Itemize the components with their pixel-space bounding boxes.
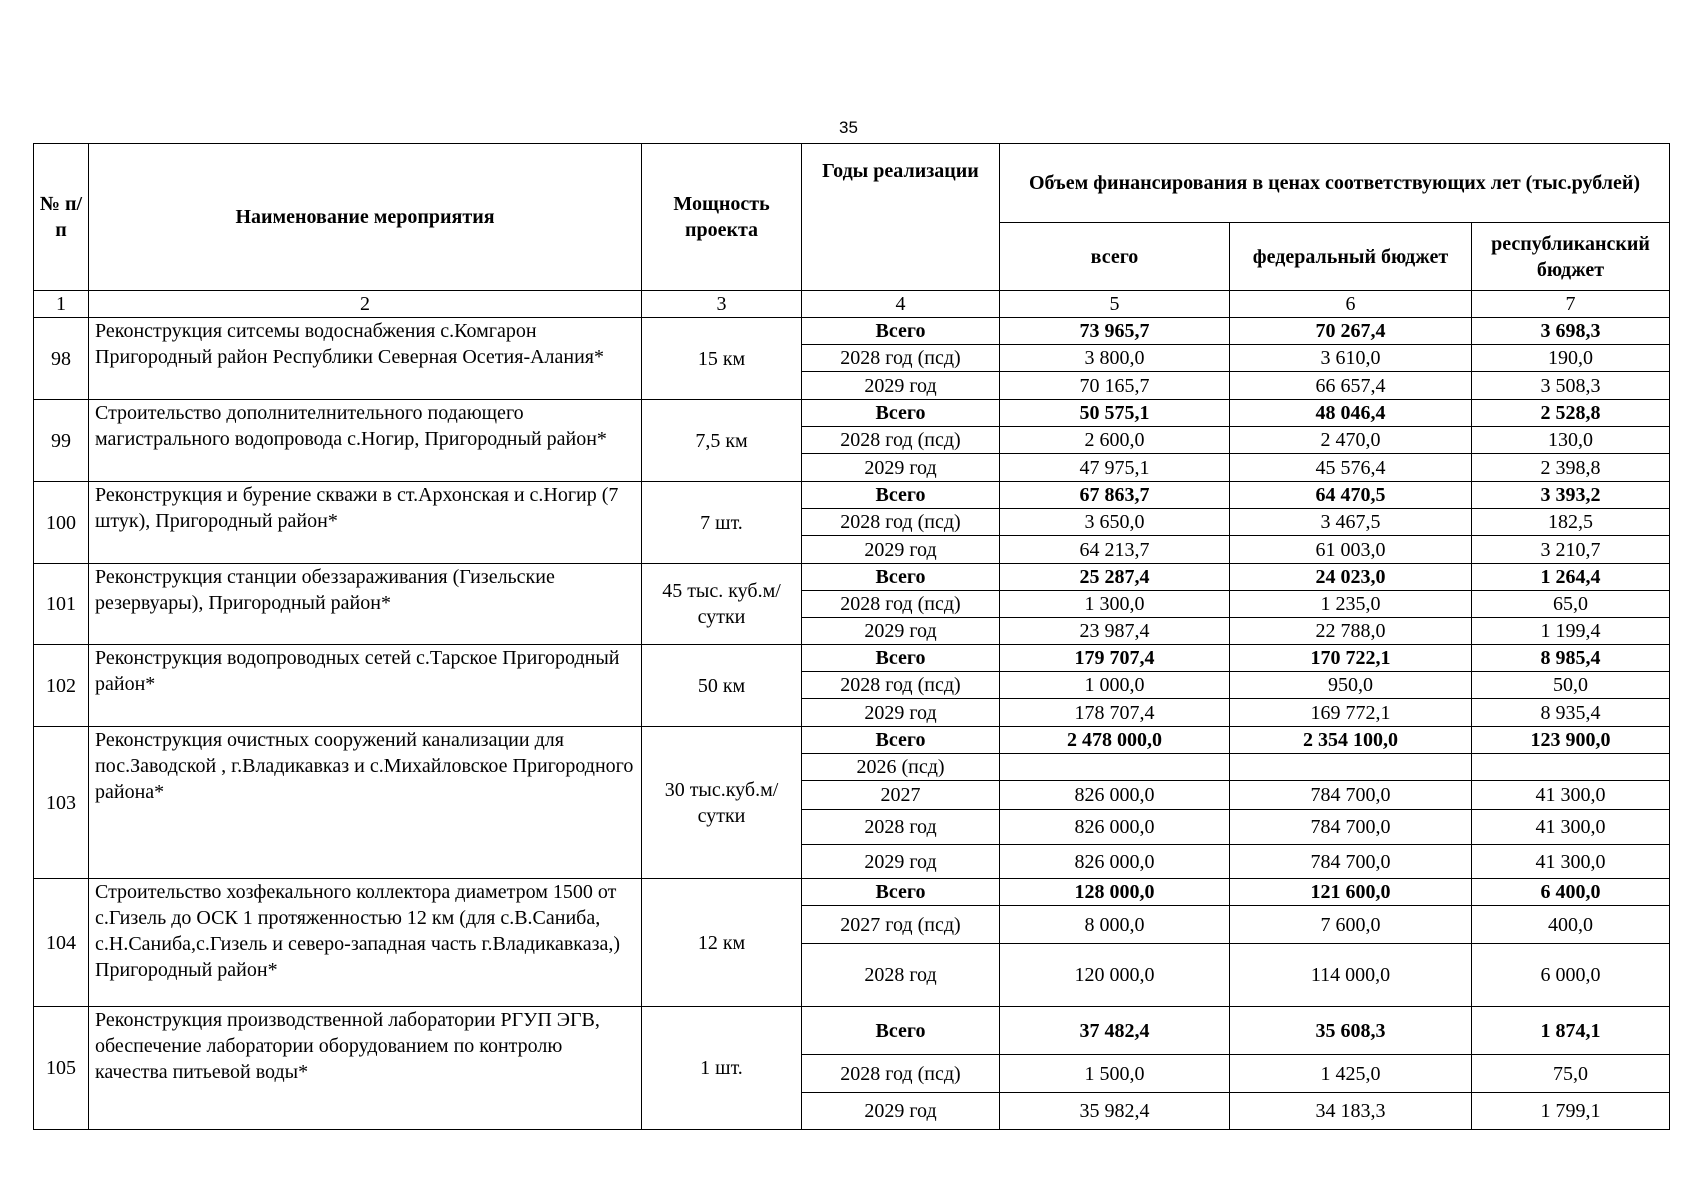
republic-amount-cell: 41 300,0: [1472, 810, 1670, 845]
total-amount-cell: 3 800,0: [1000, 345, 1230, 372]
federal-amount-cell: 34 183,3: [1230, 1093, 1472, 1130]
federal-amount-cell: 1 425,0: [1230, 1055, 1472, 1093]
header-name: Наименование мероприятия: [89, 144, 642, 291]
project-name: Реконструкция и бурение скважи в ст.Архонская и с.Ногир (7 штук), Пригородный район*: [89, 482, 642, 564]
period-cell: 2028 год (псд): [802, 427, 1000, 454]
project-number: 104: [34, 879, 89, 1007]
total-amount-cell: 73 965,7: [1000, 318, 1230, 345]
financing-table: [33, 143, 1670, 1130]
period-cell: 2029 год: [802, 845, 1000, 879]
period-cell: 2027: [802, 781, 1000, 810]
total-amount-cell: 128 000,0: [1000, 879, 1230, 906]
column-number: 2: [89, 291, 642, 318]
project-number: 102: [34, 645, 89, 727]
federal-amount-cell: 22 788,0: [1230, 618, 1472, 645]
federal-amount-cell: 114 000,0: [1230, 944, 1472, 1007]
period-cell: Всего: [802, 482, 1000, 509]
total-amount-cell: 1 300,0: [1000, 591, 1230, 618]
header-total: всего: [1000, 223, 1230, 291]
column-number: 4: [802, 291, 1000, 318]
total-amount-cell: 826 000,0: [1000, 810, 1230, 845]
republic-amount-cell: 3 393,2: [1472, 482, 1670, 509]
federal-amount-cell: 3 610,0: [1230, 345, 1472, 372]
project-power: 15 км: [642, 318, 802, 400]
republic-amount-cell: 182,5: [1472, 509, 1670, 536]
total-amount-cell: 50 575,1: [1000, 400, 1230, 427]
republic-amount-cell: 3 508,3: [1472, 372, 1670, 400]
project-total-row: [34, 645, 1670, 672]
project-name: Реконструкция очистных сооружений канализации для пос.Заводской , г.Владикавказ и с.Михайловское Пригородного района*: [89, 727, 642, 879]
federal-amount-cell: 3 467,5: [1230, 509, 1472, 536]
federal-amount-cell: 169 772,1: [1230, 699, 1472, 727]
period-cell: Всего: [802, 564, 1000, 591]
project-power: 45 тыс. куб.м/сутки: [642, 564, 802, 645]
project-name: Реконструкция производственной лаборатории РГУП ЭГВ, обеспечение лаборатории оборудованием по контролю качества питьевой воды*: [89, 1007, 642, 1130]
federal-amount-cell: 48 046,4: [1230, 400, 1472, 427]
federal-amount-cell: 784 700,0: [1230, 781, 1472, 810]
republic-amount-cell: 1 199,4: [1472, 618, 1670, 645]
column-number: 3: [642, 291, 802, 318]
project-number: 98: [34, 318, 89, 400]
column-number: 6: [1230, 291, 1472, 318]
republic-amount-cell: 1 874,1: [1472, 1007, 1670, 1055]
project-power: 1 шт.: [642, 1007, 802, 1130]
republic-amount-cell: 123 900,0: [1472, 727, 1670, 754]
total-amount-cell: 67 863,7: [1000, 482, 1230, 509]
total-amount-cell: 2 478 000,0: [1000, 727, 1230, 754]
project-number: 105: [34, 1007, 89, 1130]
period-cell: Всего: [802, 318, 1000, 345]
total-amount-cell: 23 987,4: [1000, 618, 1230, 645]
header-years: Годы реализации: [802, 144, 1000, 291]
period-cell: 2029 год: [802, 536, 1000, 564]
header-federal: федеральный бюджет: [1230, 223, 1472, 291]
project-power: 50 км: [642, 645, 802, 727]
federal-amount-cell: 1 235,0: [1230, 591, 1472, 618]
federal-amount-cell: 64 470,5: [1230, 482, 1472, 509]
total-amount-cell: 3 650,0: [1000, 509, 1230, 536]
total-amount-cell: 179 707,4: [1000, 645, 1230, 672]
column-number: 5: [1000, 291, 1230, 318]
project-power: 30 тыс.куб.м/сутки: [642, 727, 802, 879]
total-amount-cell: 1 500,0: [1000, 1055, 1230, 1093]
total-amount-cell: 826 000,0: [1000, 781, 1230, 810]
total-amount-cell: 1 000,0: [1000, 672, 1230, 699]
period-cell: 2028 год: [802, 944, 1000, 1007]
total-amount-cell: 35 982,4: [1000, 1093, 1230, 1130]
project-total-row: [34, 1007, 1670, 1055]
republic-amount-cell: 75,0: [1472, 1055, 1670, 1093]
period-cell: Всего: [802, 645, 1000, 672]
total-amount-cell: [1000, 754, 1230, 781]
total-amount-cell: 120 000,0: [1000, 944, 1230, 1007]
period-cell: Всего: [802, 1007, 1000, 1055]
republic-amount-cell: 130,0: [1472, 427, 1670, 454]
period-cell: 2028 год (псд): [802, 591, 1000, 618]
republic-amount-cell: [1472, 754, 1670, 781]
project-total-row: [34, 879, 1670, 906]
federal-amount-cell: 170 722,1: [1230, 645, 1472, 672]
republic-amount-cell: 8 935,4: [1472, 699, 1670, 727]
period-cell: 2029 год: [802, 618, 1000, 645]
period-cell: 2029 год: [802, 372, 1000, 400]
total-amount-cell: 826 000,0: [1000, 845, 1230, 879]
republic-amount-cell: 65,0: [1472, 591, 1670, 618]
column-number: 7: [1472, 291, 1670, 318]
header-funding: Объем финансирования в ценах соответствующих лет (тыс.рублей): [1000, 144, 1670, 223]
project-name: Реконструкция водопроводных сетей с.Тарское Пригородный район*: [89, 645, 642, 727]
republic-amount-cell: 6 000,0: [1472, 944, 1670, 1007]
federal-amount-cell: 70 267,4: [1230, 318, 1472, 345]
republic-amount-cell: 50,0: [1472, 672, 1670, 699]
republic-amount-cell: 8 985,4: [1472, 645, 1670, 672]
total-amount-cell: 8 000,0: [1000, 906, 1230, 944]
republic-amount-cell: 400,0: [1472, 906, 1670, 944]
period-cell: 2029 год: [802, 699, 1000, 727]
period-cell: 2026 (псд): [802, 754, 1000, 781]
header-republic: республиканский бюджет: [1472, 223, 1670, 291]
republic-amount-cell: 6 400,0: [1472, 879, 1670, 906]
federal-amount-cell: 66 657,4: [1230, 372, 1472, 400]
period-cell: 2028 год: [802, 810, 1000, 845]
project-total-row: [34, 564, 1670, 591]
period-cell: 2027 год (псд): [802, 906, 1000, 944]
total-amount-cell: 37 482,4: [1000, 1007, 1230, 1055]
republic-amount-cell: 2 398,8: [1472, 454, 1670, 482]
column-number: 1: [34, 291, 89, 318]
project-name: Реконструкция ситсемы водоснабжения с.Комгарон Пригородный район Республики Северная Осетия-Алания*: [89, 318, 642, 400]
project-name: Строительство дополнителнительного подающего магистрального водопровода с.Ногир, Пригородный район*: [89, 400, 642, 482]
header-power: Мощность проекта: [642, 144, 802, 291]
period-cell: Всего: [802, 879, 1000, 906]
republic-amount-cell: 41 300,0: [1472, 781, 1670, 810]
federal-amount-cell: 35 608,3: [1230, 1007, 1472, 1055]
project-number: 101: [34, 564, 89, 645]
republic-amount-cell: 1 264,4: [1472, 564, 1670, 591]
total-amount-cell: 70 165,7: [1000, 372, 1230, 400]
project-total-row: [34, 318, 1670, 345]
federal-amount-cell: 2 354 100,0: [1230, 727, 1472, 754]
project-number: 99: [34, 400, 89, 482]
period-cell: 2028 год (псд): [802, 509, 1000, 536]
republic-amount-cell: 3 210,7: [1472, 536, 1670, 564]
total-amount-cell: 2 600,0: [1000, 427, 1230, 454]
federal-amount-cell: 61 003,0: [1230, 536, 1472, 564]
federal-amount-cell: [1230, 754, 1472, 781]
period-cell: 2029 год: [802, 1093, 1000, 1130]
project-power: 12 км: [642, 879, 802, 1007]
project-number: 103: [34, 727, 89, 879]
project-name: Реконструкция станции обеззараживания (Гизельские резервуары), Пригородный район*: [89, 564, 642, 645]
republic-amount-cell: 41 300,0: [1472, 845, 1670, 879]
project-number: 100: [34, 482, 89, 564]
federal-amount-cell: 24 023,0: [1230, 564, 1472, 591]
project-power: 7,5 км: [642, 400, 802, 482]
federal-amount-cell: 45 576,4: [1230, 454, 1472, 482]
total-amount-cell: 47 975,1: [1000, 454, 1230, 482]
republic-amount-cell: 190,0: [1472, 345, 1670, 372]
republic-amount-cell: 3 698,3: [1472, 318, 1670, 345]
period-cell: 2028 год (псд): [802, 672, 1000, 699]
federal-amount-cell: 784 700,0: [1230, 845, 1472, 879]
republic-amount-cell: 2 528,8: [1472, 400, 1670, 427]
page-number: 35: [839, 118, 858, 137]
period-cell: 2028 год (псд): [802, 1055, 1000, 1093]
total-amount-cell: 25 287,4: [1000, 564, 1230, 591]
total-amount-cell: 64 213,7: [1000, 536, 1230, 564]
project-name: Строительство хозфекального коллектора диаметром 1500 от с.Гизель до ОСК 1 протяженностью 12 км (для с.В.Саниба, с.Н.Саниба,с.Гизель и северо-западная часть г.Владикавказа,) Пригородный район*: [89, 879, 642, 1007]
table-body: [34, 318, 1670, 1130]
federal-amount-cell: 7 600,0: [1230, 906, 1472, 944]
federal-amount-cell: 121 600,0: [1230, 879, 1472, 906]
project-power: 7 шт.: [642, 482, 802, 564]
federal-amount-cell: 2 470,0: [1230, 427, 1472, 454]
period-cell: 2029 год: [802, 454, 1000, 482]
republic-amount-cell: 1 799,1: [1472, 1093, 1670, 1130]
period-cell: Всего: [802, 400, 1000, 427]
project-total-row: [34, 727, 1670, 754]
federal-amount-cell: 784 700,0: [1230, 810, 1472, 845]
header-num: № п/п: [34, 144, 89, 291]
project-total-row: [34, 400, 1670, 427]
total-amount-cell: 178 707,4: [1000, 699, 1230, 727]
project-total-row: [34, 482, 1670, 509]
period-cell: Всего: [802, 727, 1000, 754]
federal-amount-cell: 950,0: [1230, 672, 1472, 699]
period-cell: 2028 год (псд): [802, 345, 1000, 372]
